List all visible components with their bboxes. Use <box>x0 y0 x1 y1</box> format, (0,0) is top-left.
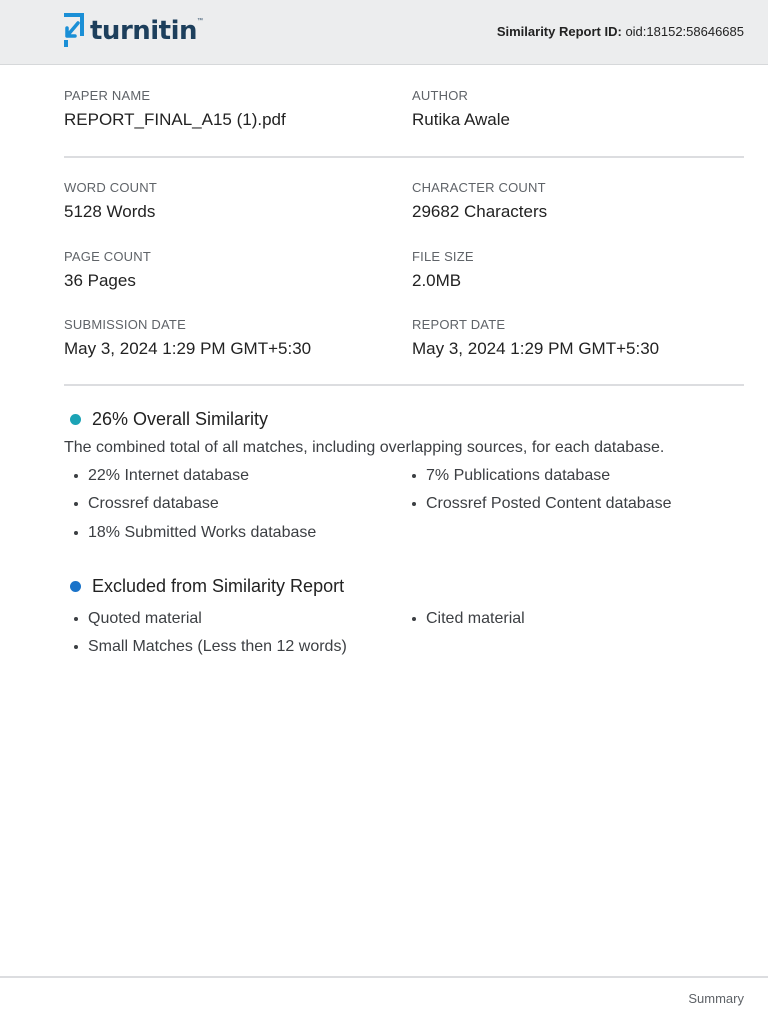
turnitin-logo <box>62 12 203 50</box>
list-item <box>412 467 610 485</box>
submission-date-label: SUBMISSION DATE <box>64 317 186 332</box>
list-item <box>74 524 316 542</box>
excluded-dot-icon <box>70 581 81 592</box>
divider <box>64 384 744 386</box>
paper-name-label: PAPER NAME <box>64 88 151 103</box>
bullet-icon <box>74 645 78 649</box>
file-size-field <box>412 249 742 291</box>
character-count-label: CHARACTER COUNT <box>412 180 546 195</box>
list-item-text: Cited material <box>426 610 525 627</box>
trademark-mark: ™ <box>197 18 204 24</box>
list-item <box>412 495 671 513</box>
report-id-label: Similarity Report ID: <box>496 24 622 39</box>
word-count-value: 5128 Words <box>64 202 156 221</box>
similarity-dot-icon <box>70 414 81 425</box>
character-count-value: 29682 Characters <box>412 202 548 221</box>
bullet-icon <box>74 474 78 478</box>
list-item <box>74 610 202 628</box>
report-date-label: REPORT DATE <box>412 317 506 332</box>
list-item-text: Quoted material <box>88 610 202 627</box>
list-item-text: 18% Submitted Works database <box>88 524 317 541</box>
footer-section-label: Summary <box>688 991 744 1006</box>
bullet-icon <box>74 531 78 535</box>
submission-date-value: May 3, 2024 1:29 PM GMT+5:30 <box>64 339 312 358</box>
word-count-field <box>64 180 394 222</box>
paper-name-value: REPORT_FINAL_A15 (1).pdf <box>64 110 286 129</box>
list-item-text: 22% Internet database <box>88 467 250 484</box>
list-item <box>412 610 525 628</box>
bullet-icon <box>74 617 78 621</box>
list-item-text: Small Matches (Less then 12 words) <box>88 638 347 655</box>
excluded-title: Excluded from Similarity Report <box>92 576 345 596</box>
excluded-heading <box>70 576 344 597</box>
bullet-icon <box>412 502 416 506</box>
divider <box>64 156 744 158</box>
file-size-value: 2.0MB <box>412 271 462 290</box>
word-count-label: WORD COUNT <box>64 180 157 195</box>
similarity-description: The combined total of all matches, including overlapping sources, for each database. <box>64 439 665 456</box>
page-count-value: 36 Pages <box>64 271 136 290</box>
report-date-field <box>412 317 742 359</box>
list-item-text: Crossref Posted Content database <box>426 495 672 512</box>
bullet-icon <box>74 502 78 506</box>
bullet-icon <box>412 474 416 478</box>
list-item <box>74 638 347 656</box>
list-item-text: Crossref database <box>88 495 219 512</box>
character-count-field <box>412 180 742 222</box>
paper-name-field <box>64 88 394 130</box>
file-size-label: FILE SIZE <box>412 249 474 264</box>
list-item <box>74 495 219 513</box>
list-item <box>74 467 249 485</box>
author-label: AUTHOR <box>412 88 469 103</box>
report-header <box>0 0 768 65</box>
similarity-report-id <box>497 24 744 39</box>
footer-divider <box>0 976 768 978</box>
overall-similarity-heading <box>70 409 268 430</box>
turnitin-logo-icon <box>62 12 86 50</box>
list-item-text: 7% Publications database <box>426 467 611 484</box>
report-id-value: oid:18152:58646685 <box>625 24 744 39</box>
report-date-value: May 3, 2024 1:29 PM GMT+5:30 <box>412 339 660 358</box>
overall-similarity-title: 26% Overall Similarity <box>92 409 269 429</box>
author-value: Rutika Awale <box>412 110 510 129</box>
bullet-icon <box>412 617 416 621</box>
page-count-label: PAGE COUNT <box>64 249 151 264</box>
brand-name: turnitin <box>90 16 198 46</box>
author-field <box>412 88 742 130</box>
submission-date-field <box>64 317 394 359</box>
page-count-field <box>64 249 394 291</box>
